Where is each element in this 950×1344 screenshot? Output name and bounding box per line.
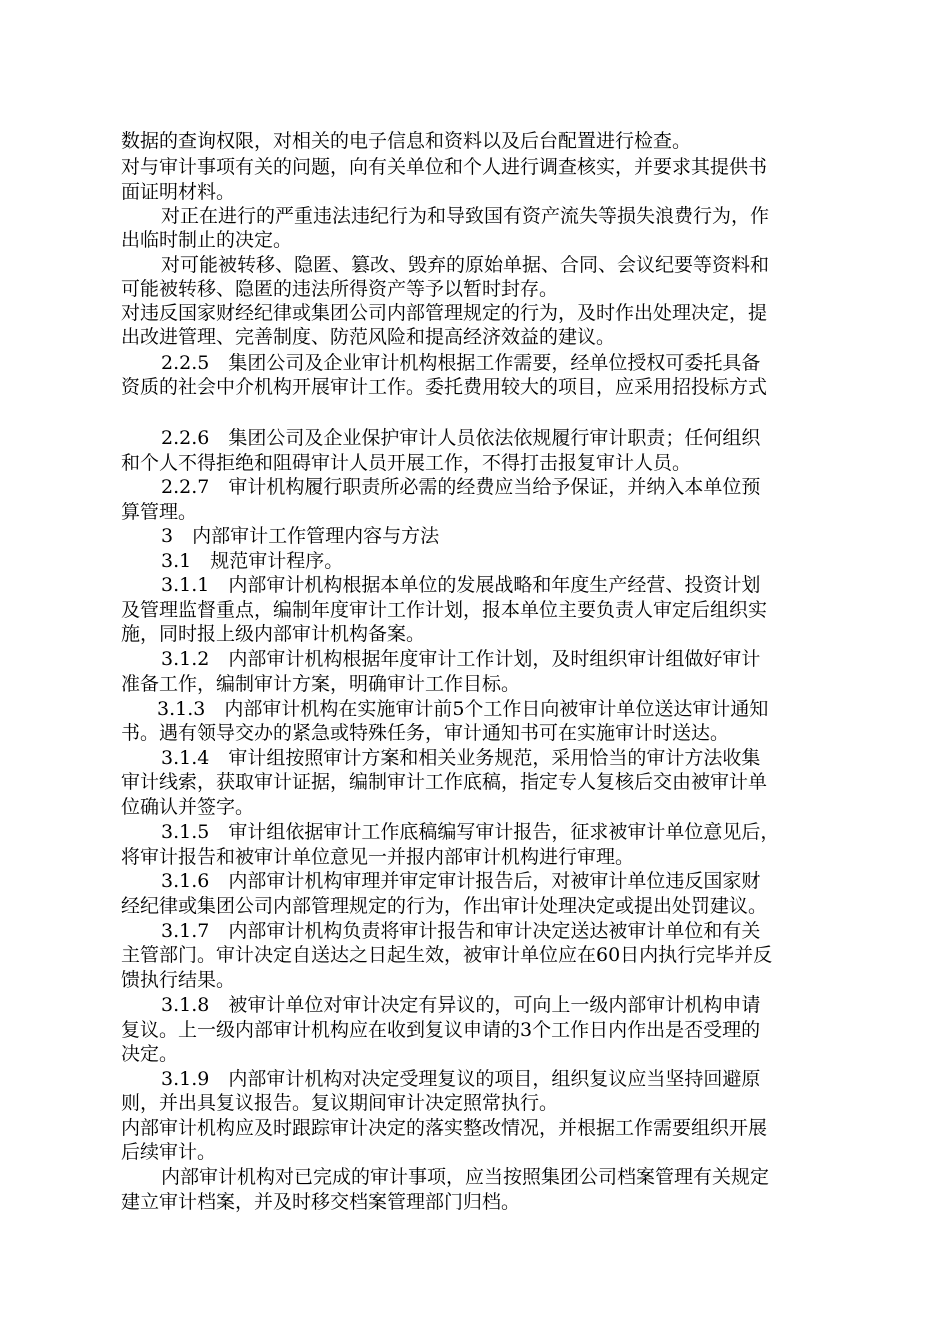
text-line: 可能被转移、隐匿的违法所得资产等予以暂时封存。 [121, 278, 559, 300]
text-line: 对违反国家财经纪律或集团公司内部管理规定的行为，及时作出处理决定，提 [121, 302, 768, 324]
text-line: 出改进管理、完善制度、防范风险和提高经济效益的建议。 [121, 326, 616, 348]
text-line: 书。遇有领导交办的紧急或特殊任务，审计通知书可在实施审计时送达。 [121, 722, 730, 744]
text-line: 2.2.7 审计机构履行职责所必需的经费应当给予保证，并纳入本单位预 [161, 476, 761, 498]
text-line: 及管理监督重点，编制年度审计工作计划，报本单位主要负责人审定后组织实 [121, 599, 768, 621]
text-line: 数据的查询权限，对相关的电子信息和资料以及后台配置进行检查。 [121, 130, 692, 152]
text-line: 3.1.7 内部审计机构负责将审计报告和审计决定送达被审计单位和有关 [161, 920, 761, 942]
text-line: 3.1.2 内部审计机构根据年度审计工作计划，及时组织审计组做好审计 [161, 648, 761, 670]
text-line: 和个人不得拒绝和阻碍审计人员开展工作，不得打击报复审计人员。 [121, 452, 692, 474]
text-line: 算管理。 [121, 501, 198, 523]
text-line: 对正在进行的严重违法违纪行为和导致国有资产流失等损失浪费行为，作 [161, 205, 770, 227]
text-line: 3.1.1 内部审计机构根据本单位的发展战略和年度生产经营、投资计划 [161, 574, 761, 596]
text-line: 3.1.6 内部审计机构审理并审定审计报告后，对被审计单位违反国家财 [161, 870, 761, 892]
text-line: 将审计报告和被审计单位意见一并报内部审计机构进行审理。 [121, 846, 635, 868]
text-line: 3.1.3 内部审计机构在实施审计前5个工作日向被审计单位送达审计通知 [157, 698, 769, 720]
text-line: 内部审计机构应及时跟踪审计决定的落实整改情况，并根据工作需要组织开展 [121, 1117, 768, 1139]
text-line: 面证明材料。 [121, 181, 236, 203]
text-line: 馈执行结果。 [121, 969, 236, 991]
text-line: 对可能被转移、隐匿、篡改、毁弃的原始单据、合同、会议纪要等资料和 [161, 254, 770, 276]
text-line: 3.1.8 被审计单位对审计决定有异议的，可向上一级内部审计机构申请 [161, 994, 761, 1016]
text-line: 准备工作，编制审计方案，明确审计工作目标。 [121, 673, 521, 695]
text-line: 资质的社会中介机构开展审计工作。委托费用较大的项目，应采用招投标方式 [121, 376, 768, 398]
section-heading: 3 内部审计工作管理内容与方法 [161, 525, 440, 547]
text-line: 3.1.5 审计组依据审计工作底稿编写审计报告，征求被审计单位意见后， [161, 821, 780, 843]
text-line: 对与审计事项有关的问题，向有关单位和个人进行调查核实，并要求其提供书 [121, 156, 768, 178]
text-line: 2.2.5 集团公司及企业审计机构根据工作需要，经单位授权可委托具备 [161, 352, 761, 374]
text-line: 复议。上一级内部审计机构应在收到复议申请的3个工作日内作出是否受理的 [121, 1019, 761, 1041]
text-line: 经纪律或集团公司内部管理规定的行为，作出审计处理决定或提出处罚建议。 [121, 895, 768, 917]
text-line: 3.1.4 审计组按照审计方案和相关业务规范，采用恰当的审计方法收集 [161, 747, 761, 769]
text-line: 决定。 [121, 1043, 179, 1065]
text-line: 建立审计档案，并及时移交档案管理部门归档。 [121, 1191, 521, 1213]
text-line: 位确认并签字。 [121, 796, 255, 818]
text-line: 主管部门。审计决定自送达之日起生效，被审计单位应在60日内执行完毕并反 [121, 944, 773, 966]
subsection-heading: 3.1 规范审计程序。 [161, 550, 344, 572]
text-line: 施，同时报上级内部审计机构备案。 [121, 623, 426, 645]
text-line: 3.1.9 内部审计机构对决定受理复议的项目，组织复议应当坚持回避原 [161, 1068, 761, 1090]
text-line: 内部审计机构对已完成的审计事项，应当按照集团公司档案管理有关规定 [161, 1166, 770, 1188]
text-line: 2.2.6 集团公司及企业保护审计人员依法依规履行审计职责；任何组织 [161, 427, 761, 449]
text-line: 则，并出具复议报告。复议期间审计决定照常执行。 [121, 1092, 559, 1114]
text-line: 出临时制止的决定。 [121, 229, 293, 251]
text-line: 审计线索，获取审计证据，编制审计工作底稿，指定专人复核后交由被审计单 [121, 771, 768, 793]
text-line: 后续审计。 [121, 1141, 217, 1163]
